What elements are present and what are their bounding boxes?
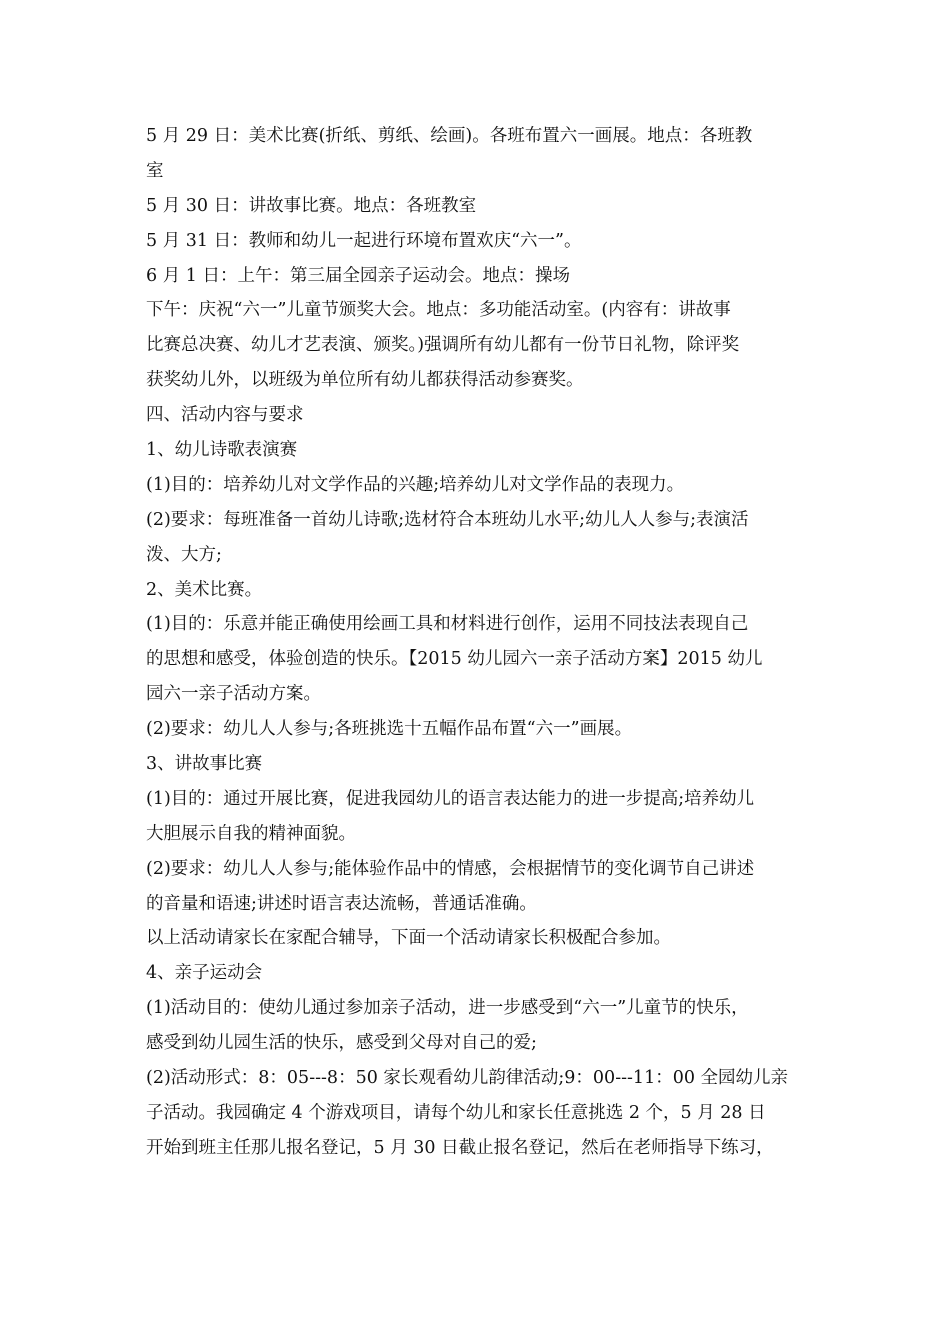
text-line: 室 <box>146 160 164 181</box>
text-line: 的思想和感受，体验创造的快乐。【2015 幼儿园六一亲子活动方案】2015 幼儿 <box>146 649 763 670</box>
text-line: (1)目的：乐意并能正确使用绘画工具和材料进行创作，运用不同技法表现自己 <box>146 614 749 635</box>
subsection-heading: 3、讲故事比赛 <box>146 754 263 775</box>
text-line: 5 月 29 日：美术比赛(折纸、剪纸、绘画)。各班布置六一画展。地点：各班教 <box>146 126 753 146</box>
text-line: (2)要求：每班准备一首幼儿诗歌;选材符合本班幼儿水平;幼儿人人参与;表演活 <box>146 509 749 530</box>
text-line: 大胆展示自我的精神面貌。 <box>146 823 356 844</box>
text-line: 园六一亲子活动方案。 <box>146 684 321 705</box>
text-line: 5 月 30 日：讲故事比赛。地点：各班教室 <box>146 195 477 216</box>
section-heading: 四、活动内容与要求 <box>146 405 304 426</box>
subsection-heading: 2、美术比赛。 <box>146 579 263 600</box>
text-line: (2)要求：幼儿人人参与;能体验作品中的情感，会根据情节的变化调节自己讲述 <box>146 858 755 879</box>
text-line: 下午：庆祝“六一”儿童节颁奖大会。地点：多功能活动室。(内容有：讲故事 <box>146 300 731 321</box>
text-line: 感受到幼儿园生活的快乐，感受到父母对自己的爱; <box>146 1033 537 1054</box>
text-line: 子活动。我园确定 4 个游戏项目，请每个幼儿和家长任意挑选 2 个，5 月 28 日 <box>146 1102 766 1123</box>
text-line: (2)活动形式：8：05---8：50 家长观看幼儿韵律活动;9：00---11：00 全园幼儿亲 <box>146 1068 789 1089</box>
text-line: 开始到班主任那儿报名登记，5 月 30 日截止报名登记，然后在老师指导下练习， <box>146 1137 774 1158</box>
text-line: (2)要求：幼儿人人参与;各班挑选十五幅作品布置“六一”画展。 <box>146 719 633 740</box>
text-line: (1)目的：通过开展比赛，促进我园幼儿的语言表达能力的进一步提高;培养幼儿 <box>146 788 755 809</box>
text-line: 6 月 1 日：上午：第三届全园亲子运动会。地点：操场 <box>146 265 570 286</box>
text-line: 比赛总决赛、幼儿才艺表演、颁奖。)强调所有幼儿都有一份节日礼物，除评奖 <box>146 335 740 356</box>
subsection-heading: 1、幼儿诗歌表演赛 <box>146 440 298 461</box>
text-line: 泼、大方; <box>146 544 222 565</box>
text-line: 获奖幼儿外，以班级为单位所有幼儿都获得活动参赛奖。 <box>146 370 584 391</box>
text-line: 5 月 31 日：教师和幼儿一起进行环境布置欢庆“六一”。 <box>146 230 582 251</box>
subsection-heading: 4、亲子运动会 <box>146 963 263 984</box>
text-line: 以上活动请家长在家配合辅导，下面一个活动请家长积极配合参加。 <box>146 928 671 949</box>
text-line: 的音量和语速;讲述时语言表达流畅，普通话准确。 <box>146 893 537 914</box>
document-body <box>146 119 822 1166</box>
text-line: (1)活动目的：使幼儿通过参加亲子活动，进一步感受到“六一”儿童节的快乐， <box>146 998 749 1019</box>
text-line: (1)目的：培养幼儿对文学作品的兴趣;培养幼儿对文学作品的表现力。 <box>146 474 685 495</box>
